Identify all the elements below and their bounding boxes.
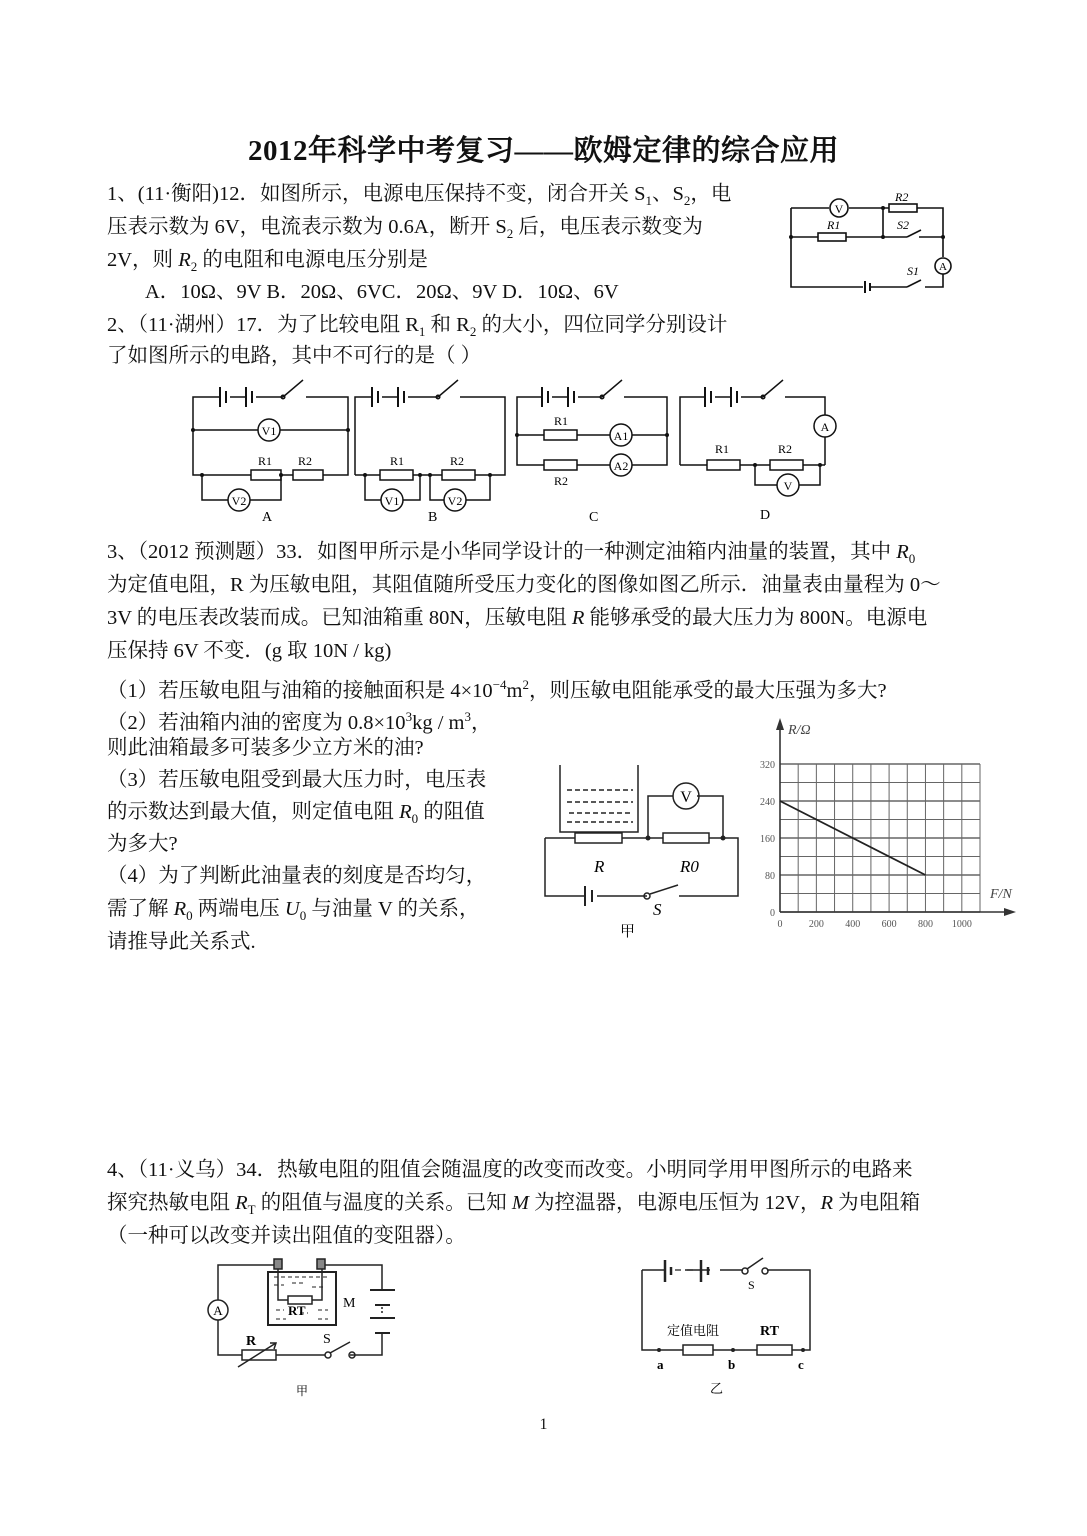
meter-label: A xyxy=(820,420,830,434)
var-r: R xyxy=(173,898,187,920)
meter-label: A2 xyxy=(613,459,629,473)
y-tick-label: 160 xyxy=(760,834,775,845)
sup: 3 xyxy=(464,709,471,724)
var-m: M xyxy=(511,1192,529,1214)
q3-text: （1）若压敏电阻与油箱的接触面积是 4×10 xyxy=(107,679,493,702)
chart-grid xyxy=(780,764,980,912)
q1-text: 后，电压表示数变为 xyxy=(513,216,703,238)
q3-fig-jia xyxy=(540,760,745,945)
q2-text: 的大小，四位同学分别设计 xyxy=(476,314,728,336)
q3-line4: 压保持 6V 不变．(g 取 10N / kg) xyxy=(107,640,392,662)
r1-label: R1 xyxy=(258,454,273,468)
q1-text: ，电 xyxy=(690,183,732,205)
q3-sub3-line1: （3）若压敏电阻受到最大压力时，电压表 xyxy=(107,769,487,791)
fixed-resistor-label: 定值电阻 xyxy=(667,1323,720,1338)
q4-fig-yi xyxy=(635,1255,830,1400)
q2-circuit-d xyxy=(675,375,845,525)
s-label: S xyxy=(653,900,662,919)
q4-text: 的阻值与温度的关系。已知 xyxy=(255,1192,512,1214)
q3-text: 3V 的电压表改装而成。已知油箱重 80N，压敏电阻 xyxy=(107,607,572,629)
q3-line2: 为定值电阻，R 为压敏电阻，其阻值随所受压力变化的图像如图乙所示．油量表由量程为 0～ xyxy=(107,574,941,596)
q1-text: 1、(11·衡阳)12．如图所示，电源电压保持不变，闭合开关 S xyxy=(107,183,646,205)
figure-caption: 甲 xyxy=(296,1384,309,1398)
s-label: S xyxy=(748,1278,755,1292)
meter-label: V xyxy=(783,479,793,493)
sub: 2 xyxy=(469,324,477,340)
meter-label: A1 xyxy=(613,429,629,443)
q3-text: ， xyxy=(470,711,492,734)
sub: 0 xyxy=(411,811,419,827)
sub: 2 xyxy=(190,259,198,275)
var-r: R xyxy=(178,249,191,271)
q3-sub4-line1: （4）为了判断此油量表的刻度是否均匀， xyxy=(107,865,487,887)
figure-caption: 乙 xyxy=(710,1381,724,1396)
r2-label: R2 xyxy=(895,190,909,204)
var-u: U xyxy=(284,898,300,920)
voltmeter-label: V xyxy=(834,202,844,216)
ammeter-label: A xyxy=(939,261,947,273)
sub: 1 xyxy=(418,324,426,340)
r2-label: R2 xyxy=(298,454,313,468)
q2-line2: 了如图所示的电路，其中不可行的是（ ） xyxy=(107,345,482,367)
q3-text: （2）若油箱内油的密度为 0.8×10 xyxy=(107,711,406,734)
m-label: M xyxy=(343,1296,356,1311)
x-tick-label: 600 xyxy=(881,919,897,930)
r2-label: R2 xyxy=(554,474,569,488)
sub: 0 xyxy=(186,908,193,924)
q2-text: 2、（11·湖州）17．为了比较电阻 R xyxy=(107,314,419,336)
var-r: R xyxy=(820,1192,834,1214)
sub: T xyxy=(247,1202,256,1218)
var-r: R xyxy=(896,541,909,563)
q3-sub3-line3: 为多大? xyxy=(107,833,178,855)
r-label: R xyxy=(594,857,605,876)
x-tick-label: 1000 xyxy=(951,919,972,930)
sup: 3 xyxy=(405,709,413,724)
rt-label: RT xyxy=(288,1303,306,1318)
option-label: D xyxy=(760,508,771,523)
y-tick-label: 0 xyxy=(770,908,775,919)
q3-text: 的示数达到最大值，则定值电阻 xyxy=(107,801,400,823)
q3-text: 与油量 V 的关系， xyxy=(306,898,480,920)
x-axis-label: F/N xyxy=(990,887,1012,902)
rt-label: RT xyxy=(760,1324,779,1339)
q4-line1: 4、（11·义乌）34．热敏电阻的阻值会随温度的改变而改变。小明同学用甲图所示的电路来 xyxy=(107,1159,913,1181)
y-tick-label: 320 xyxy=(760,760,775,771)
option-label: C xyxy=(589,510,599,525)
sub: 2 xyxy=(683,193,691,209)
sup: 2 xyxy=(522,677,529,692)
y-axis-arrow-icon xyxy=(776,718,784,730)
q1-circuit-figure xyxy=(785,185,960,295)
meter-label: V1 xyxy=(384,494,400,508)
q2-text: 和 R xyxy=(425,314,470,336)
sub: 1 xyxy=(645,193,652,209)
ammeter-label: A xyxy=(213,1303,223,1318)
q3-text: 能够承受的最大压力为 800N。电源电 xyxy=(584,607,928,629)
q3-text: ，则压敏电阻能承受的最大压强为多大? xyxy=(528,679,887,702)
q2-circuit-c xyxy=(512,375,672,525)
q4-text: 为控温器，电源电压恒为 12V， xyxy=(528,1192,821,1214)
q3-text: 需了解 xyxy=(107,898,174,920)
figure-caption: 甲 xyxy=(620,924,636,940)
var-r: R xyxy=(571,607,585,629)
node-b-label: b xyxy=(728,1357,736,1372)
q1-text: 2V，则 xyxy=(107,249,179,271)
q3-text: kg / m xyxy=(412,711,465,734)
meter-label: V2 xyxy=(447,494,463,508)
q1-options: A．10Ω、9V B．20Ω、6VC．20Ω、9V D．10Ω、6V xyxy=(145,281,619,303)
x-tick-label: 400 xyxy=(845,919,861,930)
x-tick-label: 0 xyxy=(777,919,783,930)
q1-text: 压表示数为 6V，电流表示数为 0.6A，断开 S xyxy=(107,216,507,238)
option-label: A xyxy=(262,510,273,525)
x-tick-label: 800 xyxy=(917,919,933,930)
r1-label: R1 xyxy=(827,218,841,232)
q1-text: 、S xyxy=(652,183,684,205)
r1-label: R1 xyxy=(390,454,405,468)
q2-circuit-b xyxy=(350,375,515,525)
q4-text: 探究热敏电阻 xyxy=(107,1192,236,1214)
q3-sub2-line2: 则此油箱最多可装多少立方米的油? xyxy=(107,737,424,759)
s-label: S xyxy=(323,1332,331,1347)
r-label: R xyxy=(246,1334,257,1349)
s2-label: S2 xyxy=(897,218,909,232)
sub: 2 xyxy=(506,226,514,242)
sup: −4 xyxy=(492,677,507,692)
q4-line3: （一种可以改变并读出阻值的变阻器）。 xyxy=(107,1225,466,1247)
q4-text: 为电阻箱 xyxy=(833,1192,921,1214)
q2-circuit-a xyxy=(188,375,353,525)
r0-label: R0 xyxy=(680,857,699,876)
q3-text: 3、（2012 预测题）33．如图甲所示是小华同学设计的一种测定油箱内油量的装置，其中 xyxy=(107,541,897,563)
sub: 0 xyxy=(908,551,916,567)
r2-label: R2 xyxy=(778,442,793,456)
q3-text: 的阻值 xyxy=(418,801,485,823)
r1-label: R1 xyxy=(554,414,569,428)
meter-label: V1 xyxy=(261,424,277,438)
q3-text: 两端电压 xyxy=(192,898,285,920)
r-f-chart xyxy=(745,712,1035,942)
node-c-label: c xyxy=(798,1357,804,1372)
y-axis-label: R/Ω xyxy=(788,723,811,738)
q3-line3 xyxy=(107,602,927,635)
var-r: R xyxy=(235,1192,248,1214)
q3-text: m xyxy=(506,679,523,702)
y-tick-label: 80 xyxy=(765,871,775,882)
r1-label: R1 xyxy=(715,442,730,456)
sub: 0 xyxy=(299,908,307,924)
x-tick-label: 200 xyxy=(808,919,824,930)
page-title: 2012年科学中考复习——欧姆定律的综合应用 xyxy=(247,135,839,167)
node-a-label: a xyxy=(657,1357,664,1372)
x-axis-arrow-icon xyxy=(1004,908,1016,916)
page-number: 1 xyxy=(539,1416,548,1433)
q1-text: 的电阻和电源电压分别是 xyxy=(197,249,428,271)
var-r: R xyxy=(399,801,412,823)
s1-label: S1 xyxy=(907,264,919,278)
r2-label: R2 xyxy=(450,454,465,468)
q3-sub4-line3: 请推导此关系式. xyxy=(107,931,256,953)
meter-label: V2 xyxy=(231,494,247,508)
y-tick-label: 240 xyxy=(760,797,775,808)
q4-fig-jia xyxy=(200,1255,410,1400)
option-label: B xyxy=(428,510,438,525)
voltmeter-label: V xyxy=(680,789,692,806)
